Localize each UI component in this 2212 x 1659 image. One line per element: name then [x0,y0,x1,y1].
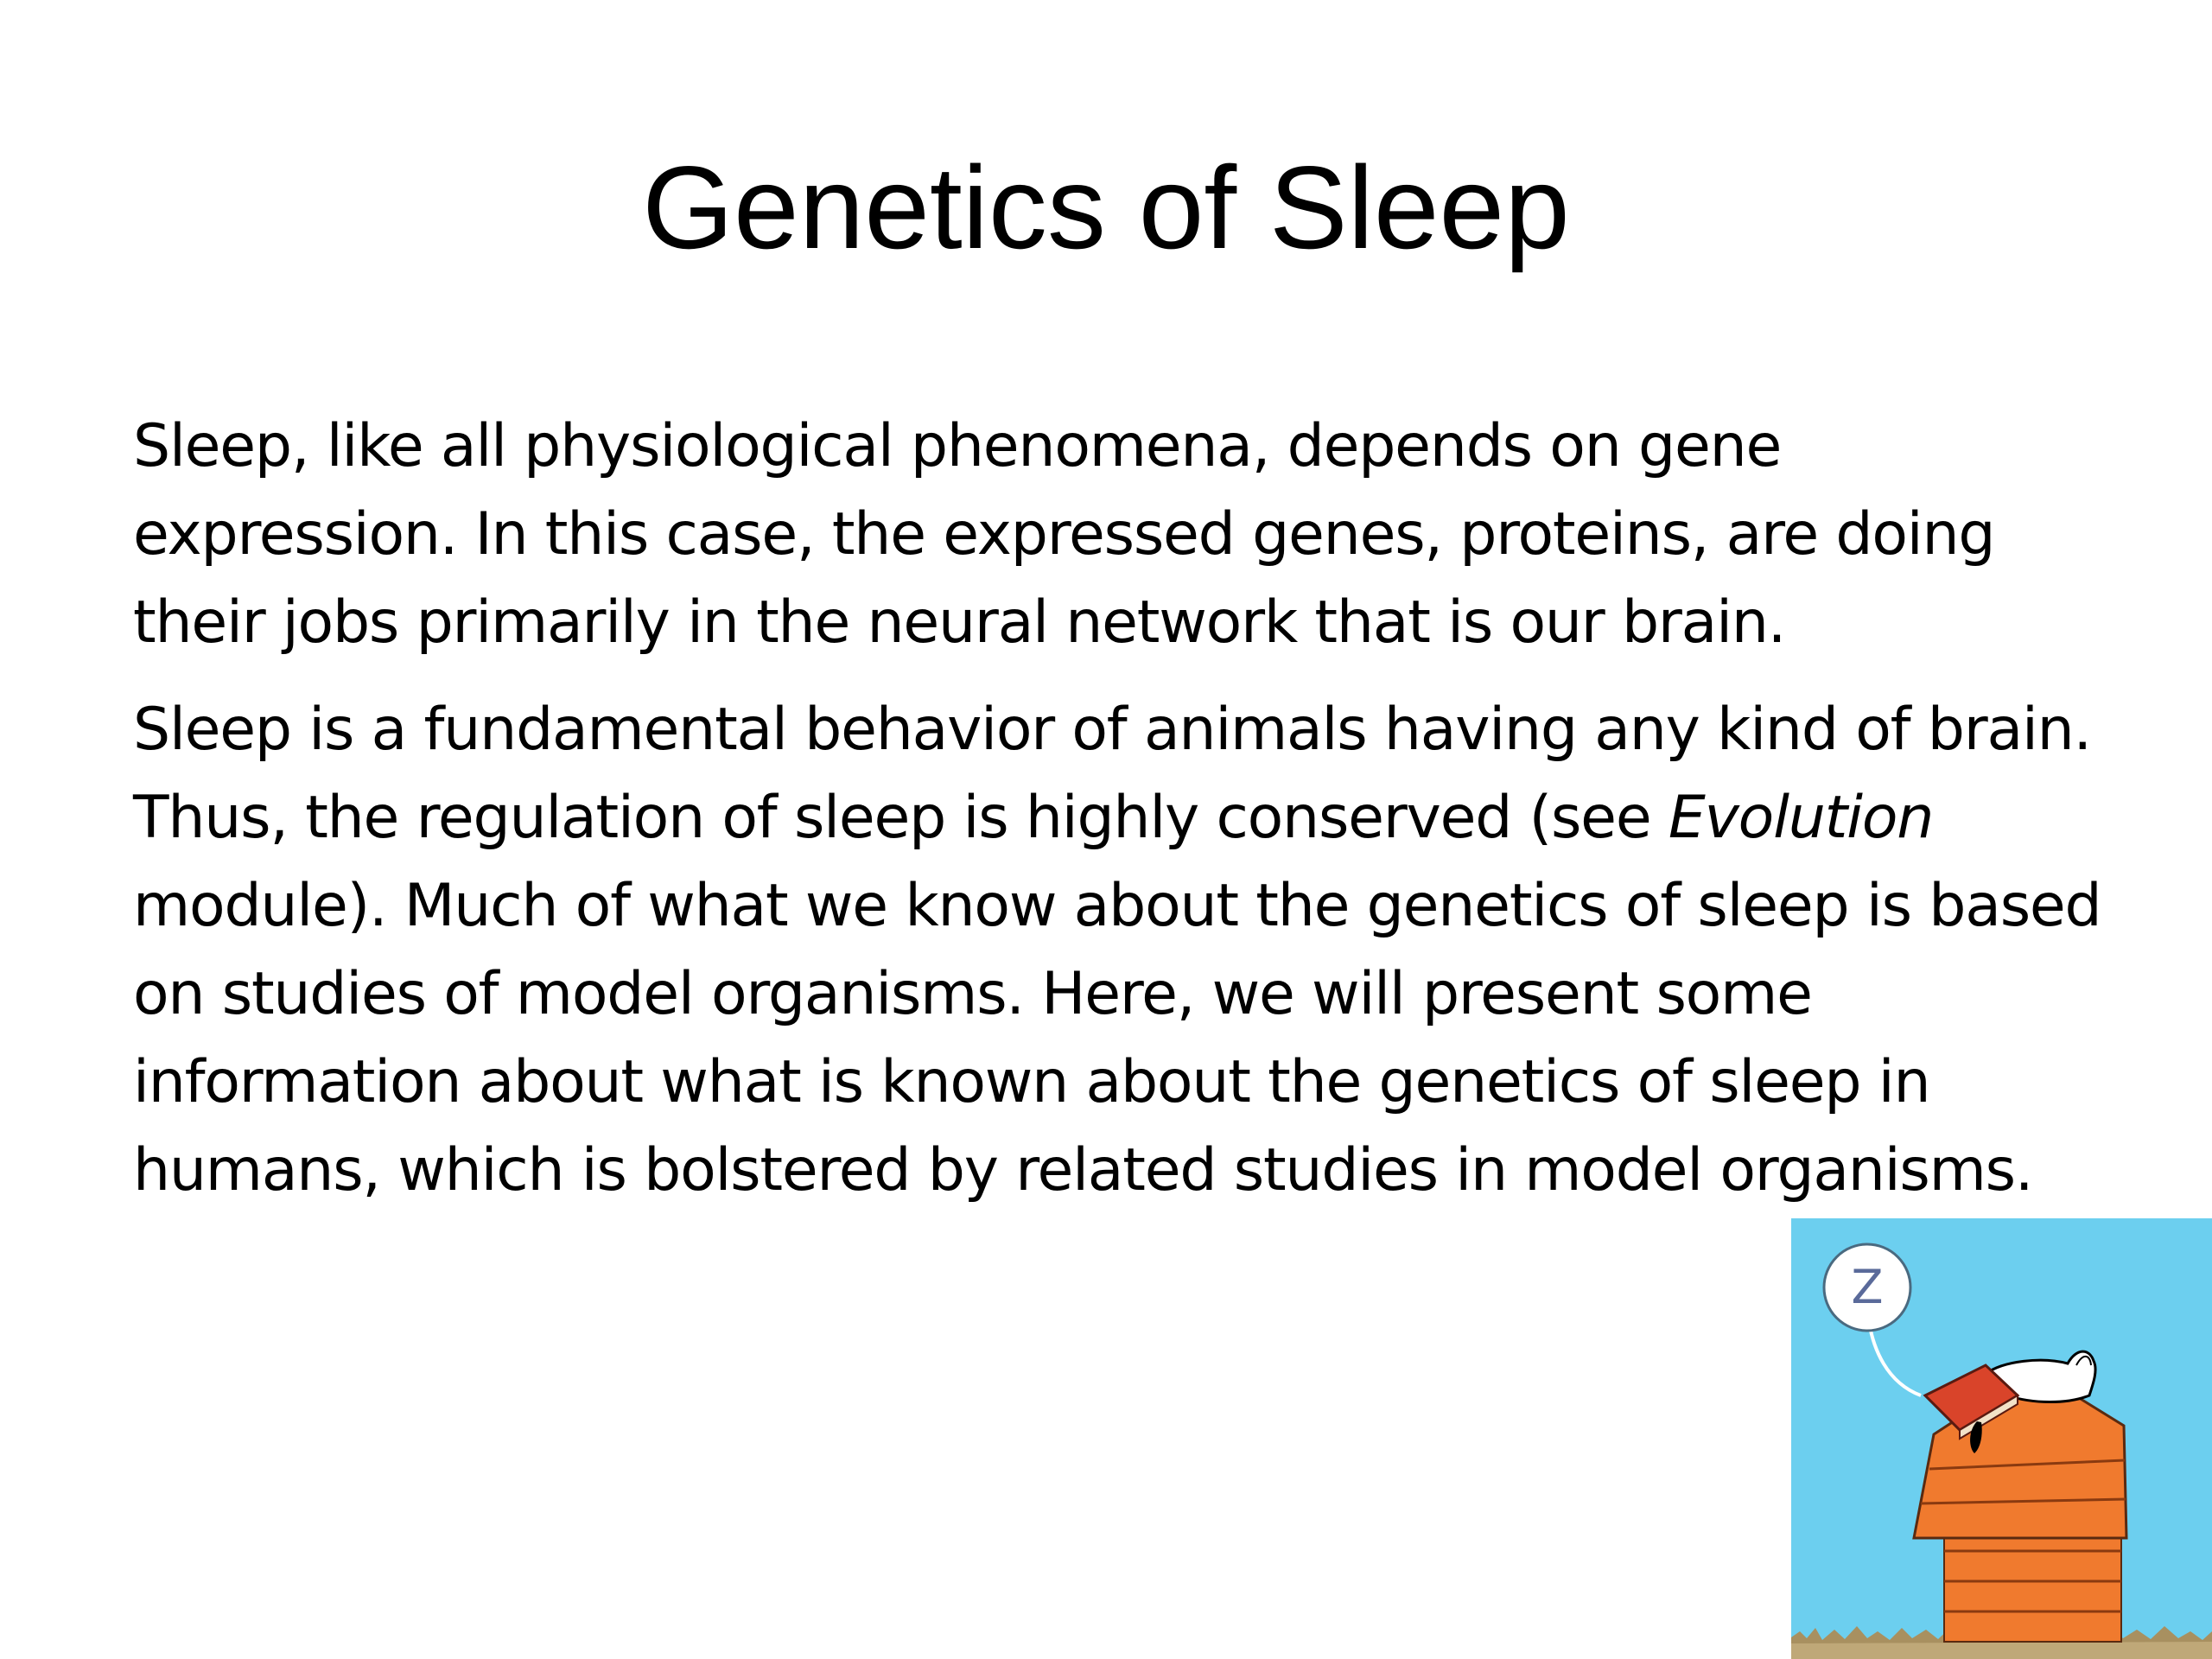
paragraph-2 [133,686,2120,1215]
slide-body [133,403,2120,1234]
paragraph-1: Sleep, like all physiological phenomena, depends on gene expression. In this case, the expressed genes, proteins, are doing their jobs primarily in the neural network that is our brain. [133,412,1995,657]
sleeping-dog-on-doghouse-illustration [1791,1218,2212,1659]
paragraph-2-text-end: module). Much of what we know about the genetics of sleep is based on studies of model organisms. Here, we will present some information about what is known about the genetics of sleep in humans, which is bolstered by related studies in model organisms. [133,872,2101,1205]
bubble-letter: Z [1851,1260,1884,1314]
slide-title: Genetics of Sleep [642,142,1570,273]
evolution-emphasis: Evolution [1668,784,1934,852]
paragraph-2-text-start: Sleep is a fundamental behavior of animals having any kind of brain. Thus, the regulation of sleep is highly conserved (see [133,696,2091,852]
